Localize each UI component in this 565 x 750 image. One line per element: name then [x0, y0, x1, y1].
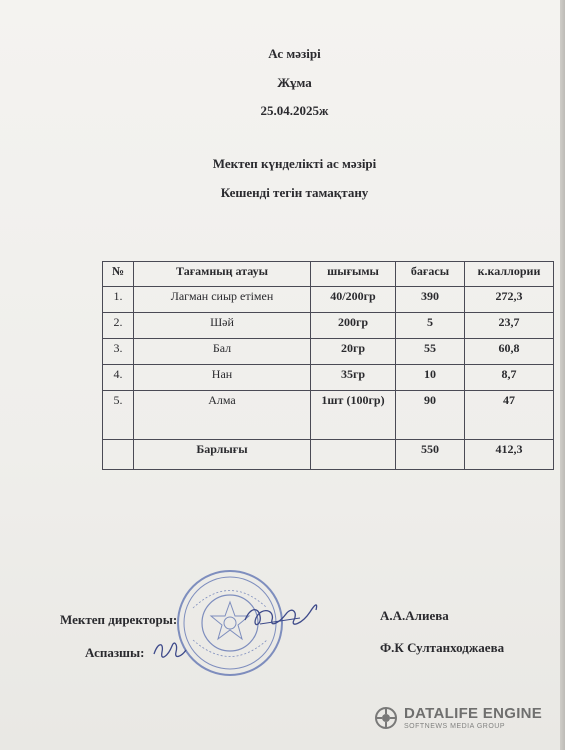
- menu-program: Кешенді тегін тамақтану: [220, 185, 369, 200]
- dish-kcal: 60,8: [465, 339, 554, 365]
- dish-yield: 40/200гр: [311, 287, 396, 313]
- watermark-subtitle: SOFTNEWS MEDIA GROUP: [404, 723, 506, 730]
- dish-price: 90: [396, 391, 465, 440]
- table-row: [103, 313, 554, 339]
- datalife-logo-icon: [374, 706, 398, 730]
- menu-title: Ас мәзірі: [268, 46, 321, 61]
- table-row: [103, 391, 554, 440]
- col-kcal-header: к.каллории: [465, 262, 554, 287]
- menu-day: Жұма: [277, 75, 312, 90]
- table-row: [103, 365, 554, 391]
- dish-price: 55: [396, 339, 465, 365]
- menu-table: [102, 261, 554, 470]
- dish-yield: 1шт (100гр): [311, 391, 396, 440]
- table-header-row: [103, 262, 554, 287]
- watermark-text: [404, 706, 542, 730]
- dish-price: 390: [396, 287, 465, 313]
- dish-kcal: 272,3: [465, 287, 554, 313]
- menu-date: 25.04.2025ж: [260, 103, 329, 118]
- director-name: А.А.Алиева: [380, 608, 449, 623]
- cook-label: Аспазшы:: [85, 645, 145, 660]
- row-number: 5.: [103, 391, 134, 440]
- table-row: [103, 287, 554, 313]
- col-dish-header: Тағамның атауы: [134, 262, 311, 287]
- director-label: Мектеп директоры:: [60, 612, 178, 627]
- watermark-title: DATALIFE ENGINE: [404, 705, 543, 722]
- row-number: 2.: [103, 313, 134, 339]
- dish-kcal: 23,7: [465, 313, 554, 339]
- total-price: 550: [396, 440, 465, 470]
- table-row: [103, 339, 554, 365]
- dish-yield: 20гр: [311, 339, 396, 365]
- dish-name: Бал: [134, 339, 311, 365]
- total-kcal: 412,3: [465, 440, 554, 470]
- row-number: 1.: [103, 287, 134, 313]
- dish-price: 5: [396, 313, 465, 339]
- cook-name: Ф.К Султанходжаева: [380, 640, 505, 655]
- cook-signature: [150, 636, 190, 666]
- dish-kcal: 8,7: [465, 365, 554, 391]
- total-yield-cell: [311, 440, 396, 470]
- col-price-header: бағасы: [396, 262, 465, 287]
- dish-name: Алма: [134, 391, 311, 440]
- col-yield-header: шығымы: [311, 262, 396, 287]
- total-label: Барлығы: [134, 440, 311, 470]
- dish-name: Нан: [134, 365, 311, 391]
- director-signature: [240, 598, 330, 638]
- dish-yield: 200гр: [311, 313, 396, 339]
- dish-name: Шәй: [134, 313, 311, 339]
- watermark: [374, 706, 542, 730]
- col-number-header: №: [103, 262, 134, 287]
- menu-subtitle: Мектеп күнделікті ас мәзірі: [212, 156, 377, 171]
- row-number: 4.: [103, 365, 134, 391]
- dish-yield: 35гр: [311, 365, 396, 391]
- total-row: [103, 440, 554, 470]
- dish-price: 10: [396, 365, 465, 391]
- dish-name: Лагман сиыр етімен: [134, 287, 311, 313]
- total-number-cell: [103, 440, 134, 470]
- row-number: 3.: [103, 339, 134, 365]
- dish-kcal: 47: [465, 391, 554, 440]
